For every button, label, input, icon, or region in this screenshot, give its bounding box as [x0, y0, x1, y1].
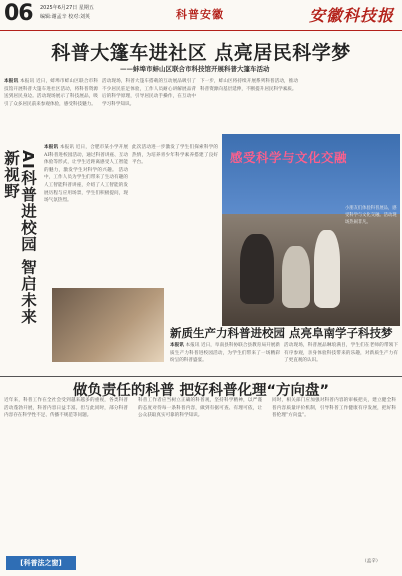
story2-paragraph-1: 本报讯 近日，合肥市某小学开展AI科普进校园活动，通过科普讲座、互动体验等形式，让学生近距离感受人工智能的魅力，激发学生对科学的兴趣。: [44, 145, 128, 173]
story1-column-2: [102, 78, 196, 140]
section-tag: [科普法之窗]: [6, 556, 76, 570]
story2-paragraph-2: 活动中，工作人员为学生们带来了生动有趣的人工智能科普讲座，介绍了人工智能的发展历程与应用场景，学生们积极提问，现场气氛热烈。: [44, 167, 128, 204]
story1-subhead: ——蚌埠市蚌山区联合市科技馆开展科普大篷车活动: [120, 65, 270, 73]
child-figure: [240, 234, 274, 304]
story2-column-1: [44, 144, 128, 284]
story1-byline: 本报讯: [4, 79, 19, 84]
story3-paragraph-2: 活动现场，科普展品琳琅满目，学生们在老师的带领下有序参观，亲身体验科技带来的乐趣，对新质生产力有了更直观的认识。: [284, 343, 398, 364]
date-block: [40, 4, 94, 22]
story3-column-1: [170, 342, 280, 374]
section-divider: [0, 376, 402, 377]
photo-banner-text: 感受科学与文化交融: [230, 150, 348, 165]
story1-column-1: [4, 78, 98, 140]
editor-line: 编辑:谢孟辛 校对:刘英: [40, 14, 90, 20]
story2-paragraph-3: 此次活动进一步激发了学生们探索科学的热情，为培养青少年科学素养搭建了良好平台。: [132, 145, 218, 166]
masthead: [0, 0, 402, 31]
story3-paragraph-1: 本报讯 近日，阜南县科协联合县教育局开展新质生产力科普进校园活动，为学生们带来了一场精彩纷呈的科普盛宴。: [170, 343, 280, 364]
story4-column-3: [272, 397, 396, 555]
story3-byline: 本报讯: [170, 343, 184, 348]
story4-column-1: [4, 397, 128, 553]
story3-headline: 新质生产力科普进校园 点亮阜南学子科技梦: [170, 326, 393, 340]
newspaper-brand: 安徽科技报: [308, 6, 394, 25]
story4-paragraph-1: 近年来，科普工作在全社会受到越来越多的重视，各类科普活动蓬勃开展，科普内容日益丰富。但与此同时，部分科普内容存在科学性不足、传播不规范等问题。: [4, 398, 128, 419]
photo-backdrop: [222, 134, 400, 214]
page-number: 06: [4, 1, 33, 26]
story2-column-2: [132, 144, 218, 284]
child-figure: [282, 246, 310, 308]
story4-paragraph-3: 同时，相关部门应加强对科普内容的审核把关，建立健全科普内容质量评价机制，引导科普工作健康有序发展，把好科普伦理“方向盘”。: [272, 398, 396, 419]
fuyang-school-photo: [52, 288, 164, 362]
story1-paragraph-3: 下一步，蚌山区将持续开展系列科普活动，推动科普资源向基层延伸，不断提升居民科学素质。: [200, 79, 298, 92]
story1-headline: 科普大篷车进社区 点亮居民科学梦: [51, 42, 351, 64]
science-culture-photo: [222, 134, 400, 326]
child-figure: [314, 230, 340, 308]
story3-column-2: [284, 342, 398, 374]
story4-headline: 做负责任的科普 把好科普化理“方向盘”: [72, 383, 330, 399]
story1-paragraph-1: 本报讯 近日，蚌埠市蚌山区联合市科技馆开展科普大篷车进社区活动，将科普资源送到居民身边。活动现场展示了科技展品，吸引了众多居民前来参观体验，感受科技魅力。: [4, 79, 98, 107]
section-title: 科普安徽: [176, 8, 224, 21]
story4-column-2: [138, 397, 262, 569]
story4-author: （孟辛）: [362, 559, 381, 564]
date-line: 2025年6月27日 星期五: [40, 5, 94, 11]
story1-column-3: [200, 78, 298, 130]
story2-vertical-title: AI科普进校园 智启未来新视野: [2, 150, 37, 325]
photo-caption: 小朋友们体验科普展品，感受科学与文化交融。活动现场热闹非凡。: [345, 206, 397, 225]
story1-paragraph-2: 活动现场，科普大篷车搭载的互动展品吸引了不少居民驻足体验，工作人员耐心讲解展品背后的科学原理，引导居民动手操作，在互动中学习科学知识。: [102, 79, 196, 107]
story4-paragraph-2: 科普工作者应当树立正确的科普观，坚持科学精神，以严谨的态度对待每一条科普内容，做到有据可查、有理可依，让公众获取真实可靠的科学知识。: [138, 398, 262, 419]
story2-byline: 本报讯: [44, 145, 59, 150]
